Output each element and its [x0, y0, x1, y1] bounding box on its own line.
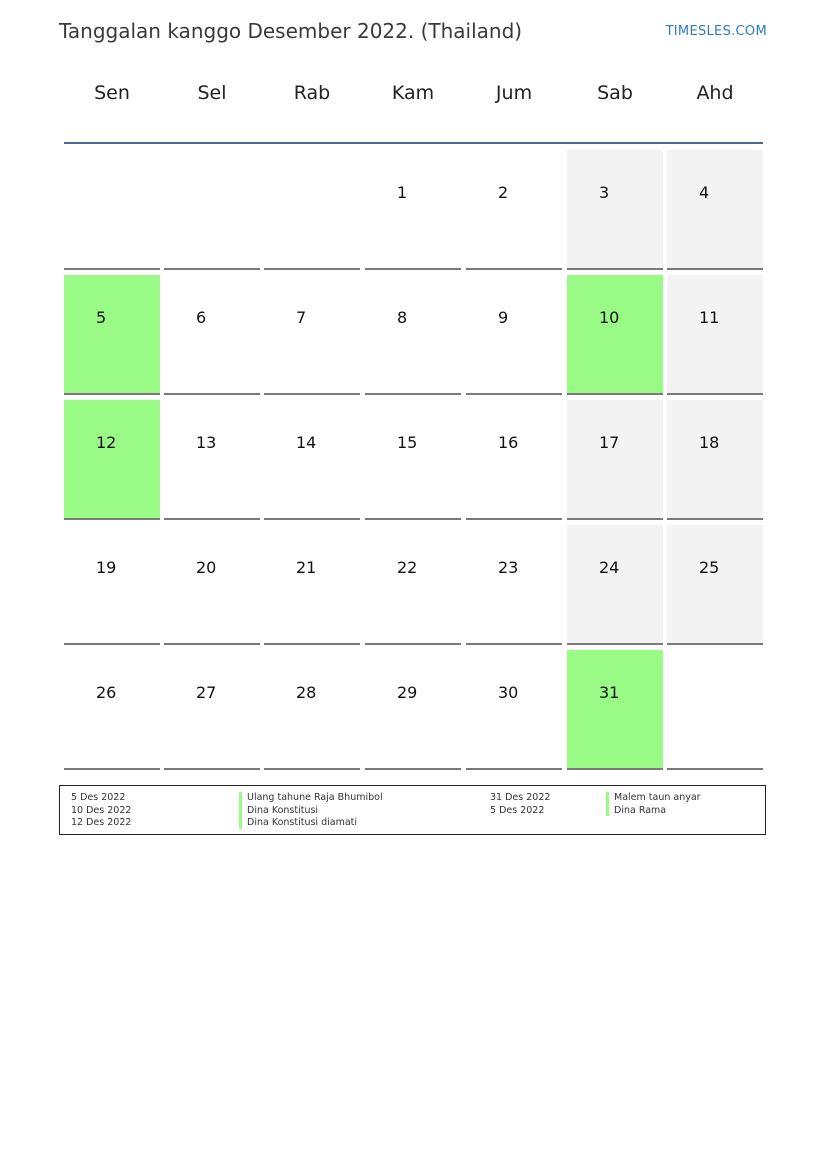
day-number: 5 [96, 308, 107, 327]
day-cell[interactable] [264, 525, 360, 645]
day-number: 10 [599, 308, 620, 327]
weekday-label: Kam [391, 82, 435, 104]
day-number: 7 [296, 308, 307, 327]
weekend-day-cell[interactable] [567, 525, 663, 645]
day-cell[interactable] [466, 150, 562, 270]
day-number: 24 [599, 558, 620, 577]
day-number: 14 [296, 433, 317, 452]
day-cell[interactable] [365, 400, 461, 520]
holiday-day-cell[interactable] [64, 400, 160, 520]
empty-day-cell [264, 150, 360, 270]
day-cell[interactable] [64, 525, 160, 645]
day-number: 29 [397, 683, 418, 702]
weekday-label: Jum [495, 82, 533, 104]
legend-holiday-name: Dina Konstitusi [247, 804, 319, 816]
day-cell[interactable] [264, 650, 360, 770]
legend-date: 31 Des 2022 [490, 792, 551, 803]
day-number: 18 [699, 433, 720, 452]
day-cell[interactable] [466, 400, 562, 520]
day-cell[interactable] [466, 275, 562, 395]
holiday-day-cell[interactable] [567, 275, 663, 395]
legend-holiday-name: Dina Konstitusi diamati [247, 817, 358, 828]
day-number: 25 [699, 558, 720, 577]
day-cell[interactable] [365, 275, 461, 395]
day-number: 31 [599, 683, 620, 702]
brand-link[interactable]: TIMESLES.COM [665, 24, 767, 39]
legend-holiday-name: Dina Rama [614, 804, 667, 816]
day-cell[interactable] [466, 650, 562, 770]
day-number: 23 [498, 558, 519, 577]
holiday-day-cell[interactable] [64, 275, 160, 395]
day-number: 27 [196, 683, 217, 702]
day-number: 16 [498, 433, 519, 452]
day-number: 2 [498, 183, 509, 202]
day-cell[interactable] [264, 275, 360, 395]
weekday-label: Sel [197, 82, 227, 104]
weekday-label: Ahd [696, 82, 734, 104]
holiday-day-cell[interactable] [567, 650, 663, 770]
day-number: 13 [196, 433, 217, 452]
weekend-day-cell[interactable] [567, 400, 663, 520]
day-number: 17 [599, 433, 620, 452]
weekend-day-cell[interactable] [667, 400, 763, 520]
day-number: 8 [397, 308, 408, 327]
legend-left-names [247, 792, 383, 830]
legend-holiday-name: Ulang tahune Raja Bhumibol [247, 792, 383, 803]
day-cell[interactable] [164, 650, 260, 770]
empty-day-cell [667, 650, 763, 770]
legend-holiday-name: Malem taun anyar [614, 792, 701, 803]
day-number: 21 [296, 558, 317, 577]
holiday-legend [59, 785, 766, 835]
day-number: 4 [699, 183, 710, 202]
empty-day-cell [164, 150, 260, 270]
day-number: 30 [498, 683, 519, 702]
legend-date: 5 Des 2022 [490, 804, 545, 816]
weekday-label: Sen [94, 82, 130, 104]
legend-left-dates [71, 792, 131, 830]
weekend-day-cell[interactable] [667, 275, 763, 395]
day-cell[interactable] [365, 525, 461, 645]
day-cell[interactable] [365, 150, 461, 270]
weekday-label: Rab [293, 82, 331, 104]
day-cell[interactable] [466, 525, 562, 645]
day-number: 26 [96, 683, 117, 702]
day-cell[interactable] [164, 525, 260, 645]
weekend-day-cell[interactable] [667, 525, 763, 645]
day-number: 3 [599, 183, 610, 202]
page-title: Tanggalan kanggo Desember 2022. (Thailand) [59, 19, 523, 43]
legend-right-marker [606, 792, 609, 816]
day-cell[interactable] [164, 275, 260, 395]
weekend-day-cell[interactable] [667, 150, 763, 270]
weekday-label: Sab [597, 82, 633, 104]
day-cell[interactable] [365, 650, 461, 770]
day-cell[interactable] [64, 650, 160, 770]
day-number: 19 [96, 558, 117, 577]
day-number: 28 [296, 683, 317, 702]
day-number: 12 [96, 433, 117, 452]
day-number: 6 [196, 308, 207, 327]
day-number: 11 [699, 308, 720, 327]
legend-date: 12 Des 2022 [71, 817, 132, 828]
day-number: 1 [397, 183, 408, 202]
empty-day-cell [64, 150, 160, 270]
weekend-day-cell[interactable] [567, 150, 663, 270]
day-number: 20 [196, 558, 217, 577]
day-number: 22 [397, 558, 418, 577]
legend-date: 10 Des 2022 [71, 804, 132, 816]
legend-left-marker [239, 792, 242, 829]
legend-right-names [614, 792, 701, 817]
day-number: 15 [397, 433, 418, 452]
legend-date: 5 Des 2022 [71, 792, 126, 803]
day-number: 9 [498, 308, 509, 327]
day-cell[interactable] [164, 400, 260, 520]
legend-right-dates [490, 792, 550, 817]
day-cell[interactable] [264, 400, 360, 520]
